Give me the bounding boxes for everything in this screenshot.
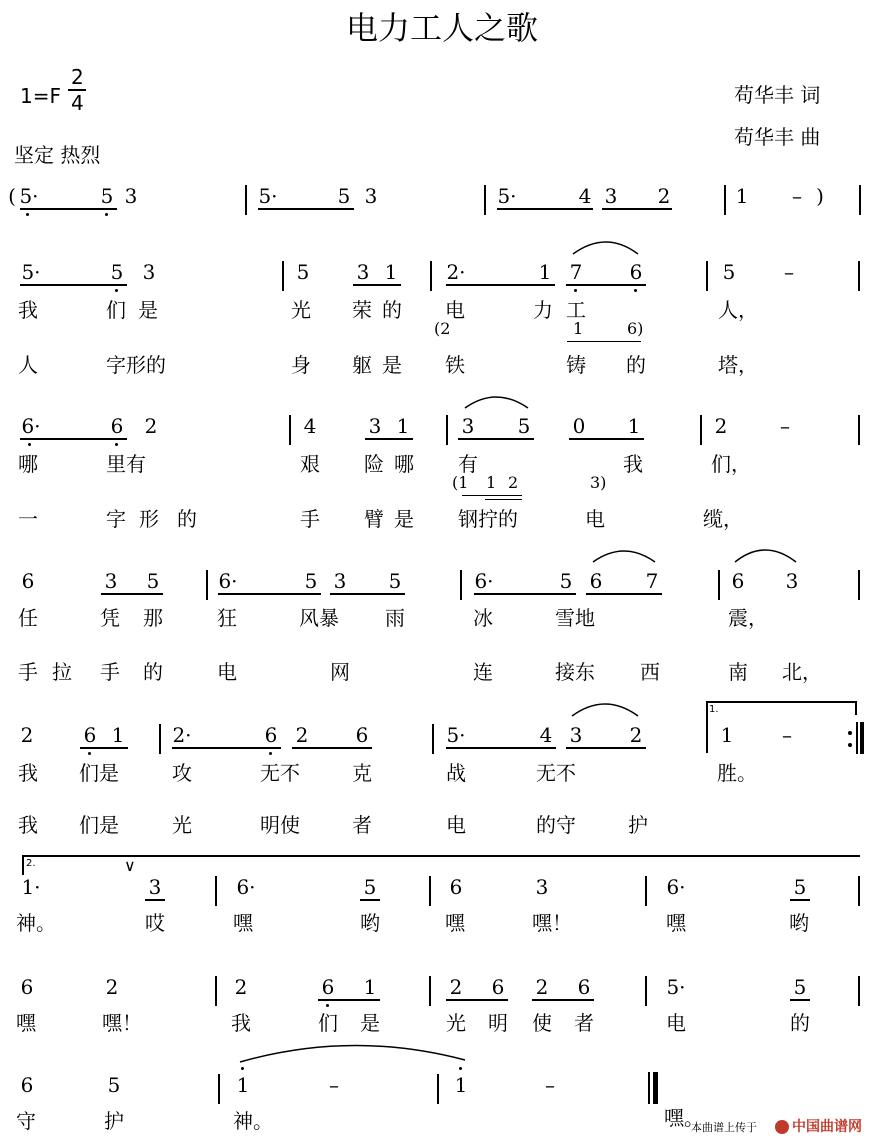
lyric: 我 xyxy=(18,813,38,837)
lyric: 们是 xyxy=(79,761,119,785)
lyric: 我 xyxy=(18,298,38,322)
underline xyxy=(360,899,380,901)
lyric: 手 xyxy=(300,507,320,531)
lyric: 凭 xyxy=(100,606,120,630)
lyric: 无不 xyxy=(260,761,300,785)
underline xyxy=(20,208,117,210)
underline xyxy=(80,747,128,749)
underline xyxy=(353,284,401,286)
high-dot xyxy=(459,1067,462,1070)
note: 6 xyxy=(21,569,35,593)
lyric: 字 xyxy=(106,507,126,531)
lyric: 电 xyxy=(446,813,466,837)
lyric: 冰 xyxy=(473,606,493,630)
barline xyxy=(446,415,448,445)
low-dot xyxy=(26,213,29,216)
lyric: 嘿 xyxy=(445,911,465,935)
lyric: 我 xyxy=(623,452,643,476)
tie xyxy=(572,704,638,716)
lyric: 西 xyxy=(640,660,660,684)
lyric: 险 xyxy=(364,452,384,476)
note: 5· xyxy=(446,723,466,747)
lyric: 手 xyxy=(18,660,38,684)
lyric: 们， xyxy=(711,452,751,476)
dash: – xyxy=(782,723,792,747)
lyric: 哪 xyxy=(394,452,414,476)
underline xyxy=(462,495,522,496)
barline xyxy=(282,261,284,291)
note: 5· xyxy=(258,184,278,208)
lyricist-credit: 苟华丰 词 xyxy=(734,83,821,107)
note: 2 xyxy=(295,723,309,747)
note: 2 xyxy=(535,975,549,999)
lyric: 躯 xyxy=(352,353,372,377)
lyric: 铁 xyxy=(445,353,465,377)
note: 6· xyxy=(218,569,238,593)
alt-note: (2 xyxy=(434,319,451,338)
underline xyxy=(292,747,372,749)
underline xyxy=(566,747,646,749)
note: 6 xyxy=(577,975,591,999)
note: 1· xyxy=(21,875,41,899)
lyric: 风暴 xyxy=(299,606,339,630)
note: 2 xyxy=(105,975,119,999)
volta-bracket-end xyxy=(855,701,857,715)
lyric: 嘿 xyxy=(16,1011,36,1035)
note: 5 xyxy=(793,975,807,999)
low-dot xyxy=(88,752,91,755)
underline xyxy=(566,284,646,286)
lyric: 力 xyxy=(533,298,553,322)
repeat-barline-thin xyxy=(856,722,858,754)
lyric: 里有 xyxy=(106,452,146,476)
note: 2 xyxy=(714,414,728,438)
lyric: 的 xyxy=(143,660,163,684)
lyric: 有 xyxy=(458,452,478,476)
note: 6 xyxy=(355,723,369,747)
note: 3 xyxy=(368,414,382,438)
tie xyxy=(240,1045,465,1062)
barline xyxy=(858,415,860,445)
barline xyxy=(215,876,217,906)
lyric: 的守 xyxy=(536,813,576,837)
note: 6 xyxy=(731,569,745,593)
underline xyxy=(20,438,127,440)
volta-bracket xyxy=(22,855,24,875)
note: 3 xyxy=(356,260,370,284)
lyric: 工 xyxy=(566,298,586,322)
alt-note: 6) xyxy=(627,319,644,338)
note: 7 xyxy=(645,569,659,593)
lyric: 震， xyxy=(728,606,768,630)
note: 3 xyxy=(148,875,162,899)
lyric: 字形的 xyxy=(106,353,166,377)
time-signature-top: 2 xyxy=(71,65,84,89)
note: 1 xyxy=(384,260,398,284)
tempo-marking: 坚定 热烈 xyxy=(14,143,101,167)
lyric: 人， xyxy=(718,298,758,322)
lyric: 一 xyxy=(18,507,38,531)
lyric: 接东 xyxy=(555,660,595,684)
high-dot xyxy=(241,1067,244,1070)
paren-open: ( xyxy=(8,184,16,208)
note: 7 xyxy=(569,260,583,284)
underline xyxy=(474,593,576,595)
note: 6· xyxy=(236,875,256,899)
barline xyxy=(858,876,860,906)
low-dot xyxy=(28,443,31,446)
lyric: 无不 xyxy=(536,761,576,785)
lyric: 战 xyxy=(446,761,466,785)
barline xyxy=(460,570,462,600)
note: 2 xyxy=(657,184,671,208)
lyric: 电 xyxy=(666,1011,686,1035)
barline xyxy=(858,261,860,291)
barline xyxy=(430,261,432,291)
lyric: 们是 xyxy=(79,813,119,837)
lyric: 任 xyxy=(18,606,38,630)
alt-note: 1 xyxy=(573,319,584,338)
barline xyxy=(245,185,247,215)
lyric: 们 xyxy=(318,1011,338,1035)
note: 6· xyxy=(666,875,686,899)
low-dot xyxy=(634,289,637,292)
lyric: 嘿 xyxy=(233,911,253,935)
volta-bracket xyxy=(706,701,708,753)
note: 2 xyxy=(449,975,463,999)
repeat-barline-thick xyxy=(860,722,864,754)
note: 5 xyxy=(363,875,377,899)
dash: – xyxy=(780,414,790,438)
lyric: 神。 xyxy=(233,1109,273,1133)
lyric: 嘿。 xyxy=(664,1106,704,1130)
note: 2· xyxy=(172,723,192,747)
note: 2 xyxy=(20,723,34,747)
lyric: 人 xyxy=(18,353,38,377)
note: 1 xyxy=(236,1073,250,1097)
dash: – xyxy=(784,260,794,284)
lyric: 哎 xyxy=(145,911,165,935)
note: 5· xyxy=(666,975,686,999)
underline xyxy=(446,284,555,286)
lyric: 南 xyxy=(728,660,748,684)
note: 5 xyxy=(517,414,531,438)
barline xyxy=(700,415,702,445)
note: 6· xyxy=(21,414,41,438)
note: 3 xyxy=(785,569,799,593)
tie xyxy=(573,242,638,254)
upload-credit: 本曲谱上传于 xyxy=(691,1121,757,1134)
note: 3 xyxy=(104,569,118,593)
lyric: 嘿 xyxy=(666,911,686,935)
repeat-dot xyxy=(848,743,852,747)
barline xyxy=(429,976,431,1006)
lyric: 胜。 xyxy=(717,761,757,785)
underline xyxy=(569,438,644,440)
note: 5 xyxy=(304,569,318,593)
lyric: 是 xyxy=(394,507,414,531)
barline xyxy=(159,724,161,754)
lyric: 拉 xyxy=(52,660,72,684)
note: 1 xyxy=(627,414,641,438)
note: 5 xyxy=(100,184,114,208)
underline xyxy=(101,593,163,595)
underline xyxy=(172,747,281,749)
barline xyxy=(206,570,208,600)
underline xyxy=(446,747,556,749)
lyric: 雪地 xyxy=(555,606,595,630)
lyric: 铸 xyxy=(566,353,586,377)
note: 1 xyxy=(111,723,125,747)
lyric: 那 xyxy=(143,606,163,630)
barline xyxy=(858,570,860,600)
lyric: 的 xyxy=(790,1011,810,1035)
time-signature-bottom: 4 xyxy=(71,91,84,115)
lyric: 神。 xyxy=(16,911,56,935)
note: 6 xyxy=(83,723,97,747)
composer-credit: 苟华丰 曲 xyxy=(734,125,821,149)
note: 6 xyxy=(264,723,278,747)
note: 6 xyxy=(110,414,124,438)
underline xyxy=(258,208,354,210)
barline xyxy=(858,976,860,1006)
underline xyxy=(790,999,810,1001)
barline xyxy=(289,415,291,445)
lyric: 攻 xyxy=(172,761,192,785)
lyric: 塔， xyxy=(718,353,758,377)
alt-note: 1 xyxy=(486,473,497,492)
note: 4 xyxy=(539,723,553,747)
lyric: 我 xyxy=(18,761,38,785)
note: 1 xyxy=(720,723,734,747)
note: 1 xyxy=(454,1073,468,1097)
low-dot xyxy=(326,1004,329,1007)
underline xyxy=(365,438,413,440)
note: 1 xyxy=(735,184,749,208)
final-barline-thin xyxy=(648,1072,650,1104)
lyric: 们 xyxy=(106,298,126,322)
lyric: 光 xyxy=(172,813,192,837)
underline xyxy=(145,899,165,901)
lyric: 北， xyxy=(782,660,822,684)
tie xyxy=(735,550,796,562)
volta-bracket-line xyxy=(706,701,856,703)
lyric: 哟 xyxy=(789,911,809,935)
note: 5 xyxy=(793,875,807,899)
note: 5 xyxy=(296,260,310,284)
note: 6 xyxy=(629,260,643,284)
key-signature: 1=F xyxy=(20,84,61,108)
note: 6 xyxy=(20,975,34,999)
note: 3 xyxy=(604,184,618,208)
lyric: 哟 xyxy=(360,911,380,935)
note: 3 xyxy=(333,569,347,593)
final-barline-thick xyxy=(653,1072,658,1104)
lyric: 克 xyxy=(352,761,372,785)
lyric: 缆， xyxy=(703,507,743,531)
low-dot xyxy=(105,213,108,216)
note: 2 xyxy=(234,975,248,999)
underline xyxy=(602,208,672,210)
barline xyxy=(218,1074,220,1104)
note: 3 xyxy=(569,723,583,747)
note: 2 xyxy=(629,723,643,747)
lyric: 的 xyxy=(382,298,402,322)
lyric: 护 xyxy=(628,813,648,837)
barline xyxy=(429,876,431,906)
note: 3 xyxy=(364,184,378,208)
lyric: 电 xyxy=(217,660,237,684)
barline xyxy=(718,570,720,600)
lyric: 嘿！ xyxy=(532,911,572,935)
note: 4 xyxy=(303,414,317,438)
lyric: 荣 xyxy=(352,298,372,322)
lyric: 明 xyxy=(488,1011,508,1035)
lyric: 是 xyxy=(360,1011,380,1035)
underline xyxy=(790,899,810,901)
underline xyxy=(567,341,641,342)
note: 3 xyxy=(535,875,549,899)
lyric: 手 xyxy=(100,660,120,684)
lyric: 明使 xyxy=(260,813,300,837)
note: 6 xyxy=(20,1073,34,1097)
lyric: 者 xyxy=(574,1011,594,1035)
lyric: 狂 xyxy=(217,606,237,630)
note: 6 xyxy=(449,875,463,899)
breath-mark: ∨ xyxy=(124,856,136,875)
lyric: 艰 xyxy=(300,452,320,476)
note: 5 xyxy=(146,569,160,593)
lyric: 雨 xyxy=(385,606,405,630)
note: 2· xyxy=(446,260,466,284)
repeat-dot xyxy=(848,731,852,735)
tie xyxy=(465,397,528,408)
note: 6 xyxy=(491,975,505,999)
low-dot xyxy=(574,289,577,292)
dash: – xyxy=(792,184,802,208)
underline xyxy=(485,499,522,500)
lyric: 哪 xyxy=(18,452,38,476)
tie xyxy=(593,551,655,562)
low-dot xyxy=(115,443,118,446)
underline xyxy=(458,438,534,440)
lyric: 臂 xyxy=(364,507,384,531)
lyric: 光 xyxy=(291,298,311,322)
note: 6 xyxy=(589,569,603,593)
barline xyxy=(215,976,217,1006)
lyric: 的 xyxy=(626,353,646,377)
note: 4 xyxy=(578,184,592,208)
lyric: 光 xyxy=(446,1011,466,1035)
note: 3 xyxy=(124,184,138,208)
note: 3 xyxy=(142,260,156,284)
note: 5 xyxy=(388,569,402,593)
underline xyxy=(218,593,321,595)
barline xyxy=(706,261,708,291)
barline xyxy=(437,1074,439,1104)
lyric: 钢拧的 xyxy=(458,507,518,531)
barline xyxy=(645,976,647,1006)
note: 6· xyxy=(474,569,494,593)
note: 5 xyxy=(722,260,736,284)
lyric: 形 xyxy=(139,507,159,531)
lyric: 守 xyxy=(16,1109,36,1133)
alt-note: (1 xyxy=(452,473,469,492)
site-logo-icon xyxy=(775,1120,789,1134)
note: 0 xyxy=(572,414,586,438)
paren-close: ) xyxy=(816,184,824,208)
volta-bracket-line xyxy=(22,855,860,857)
note: 1 xyxy=(363,975,377,999)
low-dot xyxy=(115,289,118,292)
alt-note: 3) xyxy=(590,473,607,492)
note: 5 xyxy=(107,1073,121,1097)
note: 2 xyxy=(144,414,158,438)
site-logo-text[interactable]: 中国曲谱网 xyxy=(792,1119,862,1135)
dash: – xyxy=(545,1073,555,1097)
note: 5 xyxy=(110,260,124,284)
low-dot xyxy=(269,752,272,755)
dash: – xyxy=(329,1073,339,1097)
underline xyxy=(20,284,127,286)
underline xyxy=(318,999,380,1001)
note: 1 xyxy=(538,260,552,284)
lyric: 嘿！ xyxy=(102,1011,142,1035)
lyric: 我 xyxy=(231,1011,251,1035)
volta-label-2: 2. xyxy=(26,858,36,869)
barline xyxy=(724,185,726,215)
lyric: 的 xyxy=(177,507,197,531)
barline xyxy=(859,185,861,215)
barline xyxy=(484,185,486,215)
lyric: 护 xyxy=(104,1109,124,1133)
note: 6 xyxy=(321,975,335,999)
note: 5 xyxy=(337,184,351,208)
alt-note: 2 xyxy=(508,473,519,492)
lyric: 电 xyxy=(585,507,605,531)
note: 3 xyxy=(461,414,475,438)
lyric: 是 xyxy=(382,353,402,377)
barline xyxy=(645,876,647,906)
lyric: 网 xyxy=(330,660,350,684)
note: 5 xyxy=(559,569,573,593)
underline xyxy=(586,593,662,595)
note: 1 xyxy=(396,414,410,438)
volta-label-1: 1. xyxy=(709,704,719,715)
note: 5· xyxy=(19,184,39,208)
underline xyxy=(532,999,594,1001)
song-title: 电力工人之歌 xyxy=(346,9,539,47)
underline xyxy=(497,208,593,210)
lyric: 是 xyxy=(138,298,158,322)
lyric: 身 xyxy=(291,353,311,377)
lyric: 电 xyxy=(445,298,465,322)
lyric: 使 xyxy=(532,1011,552,1035)
note: 5· xyxy=(21,260,41,284)
barline xyxy=(432,724,434,754)
note: 5· xyxy=(497,184,517,208)
underline xyxy=(330,593,405,595)
underline xyxy=(446,999,508,1001)
lyric: 连 xyxy=(473,660,493,684)
lyric: 者 xyxy=(352,813,372,837)
